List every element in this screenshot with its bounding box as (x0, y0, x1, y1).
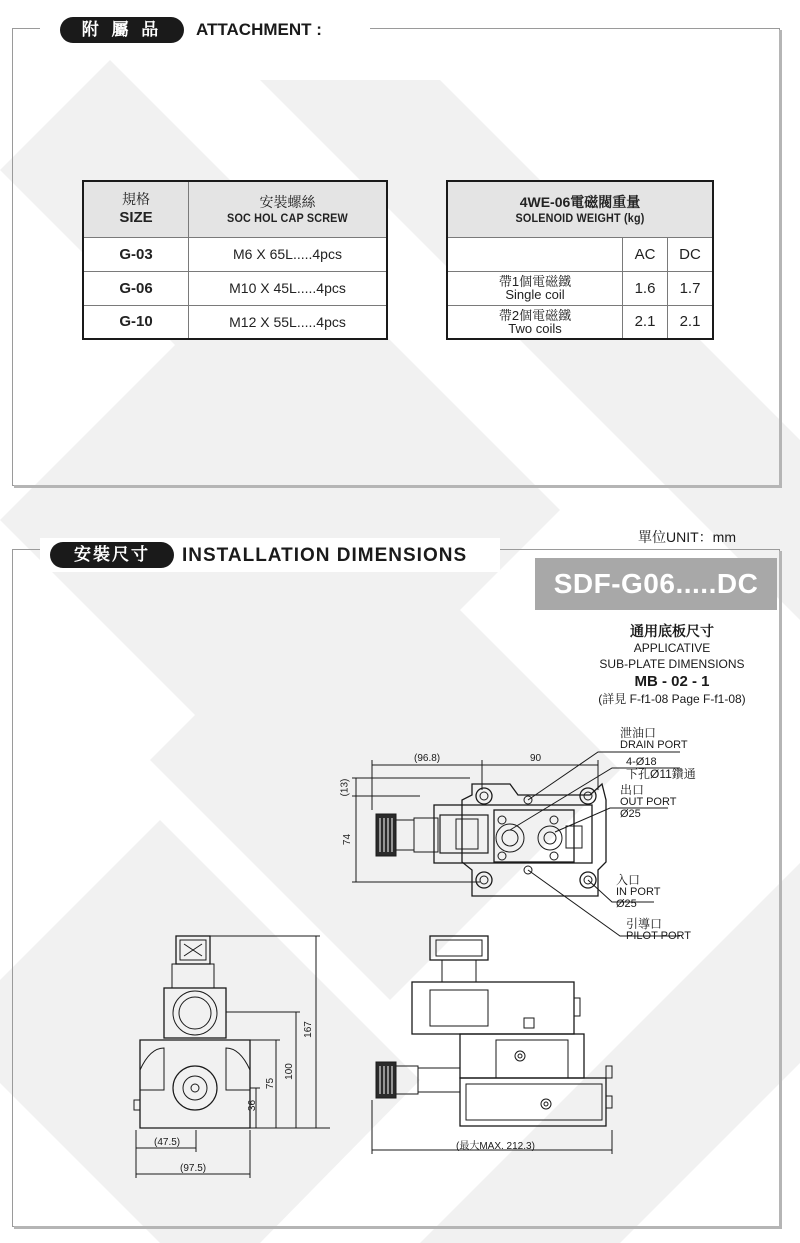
dim-max: (最大MAX. 212.3) (456, 1141, 535, 1152)
dim-75: 75 (265, 1077, 277, 1090)
holes-label: 4-Ø18 下孔Ø11鑽通 (626, 756, 696, 781)
dim-167: 167 (302, 1021, 314, 1038)
dim-96-8: (96.8) (414, 753, 441, 764)
dim-90: 90 (530, 753, 542, 764)
screw-table-size-header: 規格 SIZE (83, 181, 189, 237)
table-row: 帶2個電磁鐵 Two coils 2.1 2.1 (447, 305, 713, 339)
attachment-badge: 附 屬 品 (60, 17, 184, 43)
subplate-block: 通用底板尺寸 APPLICATIVE SUB-PLATE DIMENSIONS MB - 02 - 1 (詳見 F-f1-08 Page F-f1-08) (598, 623, 746, 706)
dim-47-5: (47.5) (154, 1137, 181, 1148)
unit-label: 單位UNIT：mm (638, 529, 736, 545)
screw-table-screw-header: 安裝螺絲 SOC HOL CAP SCREW (189, 181, 388, 237)
dim-97-5: (97.5) (180, 1163, 207, 1174)
installation-badge: 安裝尺寸 (50, 542, 174, 568)
table-row: G-06 M10 X 45L.....4pcs (83, 271, 387, 305)
weight-col-ac: AC (623, 237, 668, 271)
dim-36: 36 (247, 1099, 259, 1112)
weight-col-dc: DC (668, 237, 714, 271)
installation-title: INSTALLATION DIMENSIONS (182, 545, 468, 566)
table-row: G-10 M12 X 55L.....4pcs (83, 305, 387, 339)
pilot-port-label: 引導口 PILOT PORT (626, 917, 692, 942)
table-row: 帶1個電磁鐵 Single coil 1.6 1.7 (447, 271, 713, 305)
side-view (372, 936, 612, 1154)
dim-13: (13) (339, 778, 351, 797)
attachment-title: ATTACHMENT : (196, 20, 322, 39)
table-row: G-03 M6 X 65L.....4pcs (83, 237, 387, 271)
out-port-label: 出口 OUT PORT Ø25 (620, 783, 677, 820)
drain-port-label: 泄油口 DRAIN PORT (620, 726, 688, 751)
in-port-label: 入口 IN PORT Ø25 (616, 873, 661, 910)
dim-74: 74 (342, 833, 354, 846)
dim-100: 100 (283, 1063, 295, 1080)
model-label: SDF-G06.....DC (535, 558, 777, 610)
weight-table-header: 4WE-06電磁閥重量 SOLENOID WEIGHT (kg) (447, 181, 713, 237)
